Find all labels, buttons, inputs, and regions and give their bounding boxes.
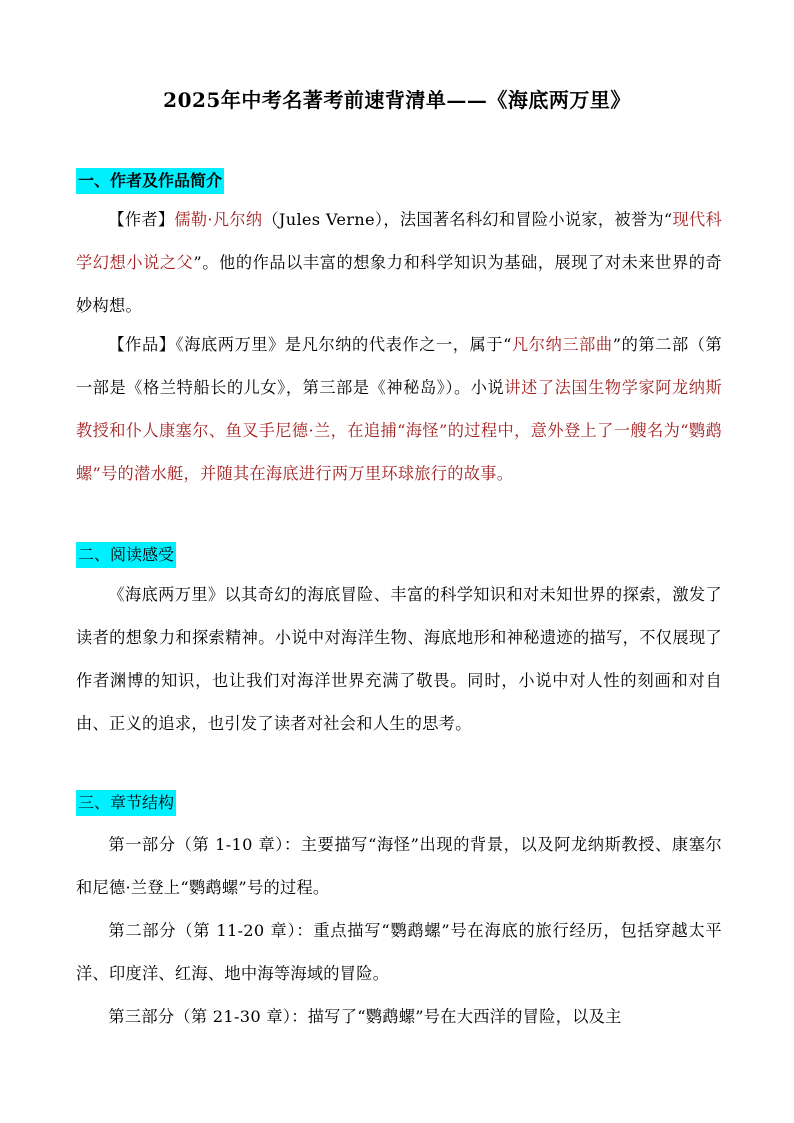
author-paragraph <box>76 198 722 327</box>
chapter-part-3: 第三部分（第 21-30 章）：描写了“鹦鹉螺”号在大西洋的冒险，以及主 <box>108 1007 622 1026</box>
chapter-part-1: 第一部分（第 1-10 章）：主要描写“海怪”出现的背景，以及阿龙纳斯教授、康塞尔和尼德·兰登上“鹦鹉螺”号的过程。 <box>76 835 722 897</box>
author-name: 儒勒·凡尔纳 <box>174 210 263 229</box>
section-heading-author-work: 一、作者及作品简介 <box>76 168 224 194</box>
chapter-part-2: 第二部分（第 11-20 章）：重点描写“鹦鹉螺”号在海底的旅行经历，包括穿越太平洋、印度洋、红海、地中海等海域的冒险。 <box>76 921 722 983</box>
work-text-1: 《海底两万里》是凡尔纳的代表作之一，属于“ <box>175 335 512 354</box>
author-honor: 现代科学幻想小说之父 <box>76 210 723 272</box>
work-label: 【作品】 <box>108 335 176 354</box>
reading-feeling-paragraph: 《海底两万里》以其奇幻的海底冒险、丰富的科学知识和对未知世界的探索，激发了读者的想象力和探索精神。小说中对海洋生物、海底地形和神秘遗迹的描写，不仅展现了作者渊博的知识，也让我们对海洋世界充满了敬畏。同时，小说中对人性的刻画和对自由、正义的追求，也引发了读者对社会和人生的思考。 <box>76 585 722 733</box>
work-paragraph <box>76 323 722 495</box>
work-plot: 讲述了法国生物学家阿龙纳斯教授和仆人康塞尔、鱼叉手尼德·兰，在追捕“海怪”的过程中，意外登上了一艘名为“鹦鹉螺”号的潜水艇，并随其在海底进行两万里环球旅行的故事。 <box>76 378 722 483</box>
work-trilogy: 凡尔纳三部曲 <box>511 335 613 354</box>
author-label: 【作者】 <box>108 210 175 229</box>
section-heading-chapter-structure: 三、章节结构 <box>76 790 176 816</box>
document-title: 2025年中考名著考前速背清单——《海底两万里》 <box>163 88 631 112</box>
section-heading-reading-feeling: 二、阅读感受 <box>76 542 176 568</box>
author-text-2: ”。他的作品以丰富的想象力和科学知识为基础，展现了对未来世界的奇妙构想。 <box>76 253 722 315</box>
work-text-2: ”的第二部（第一部是《格兰特船长的儿女》，第三部是《神秘岛》）。小说 <box>76 335 722 397</box>
author-text-1: （Jules Verne），法国著名科幻和冒险小说家，被誉为“ <box>262 210 673 229</box>
